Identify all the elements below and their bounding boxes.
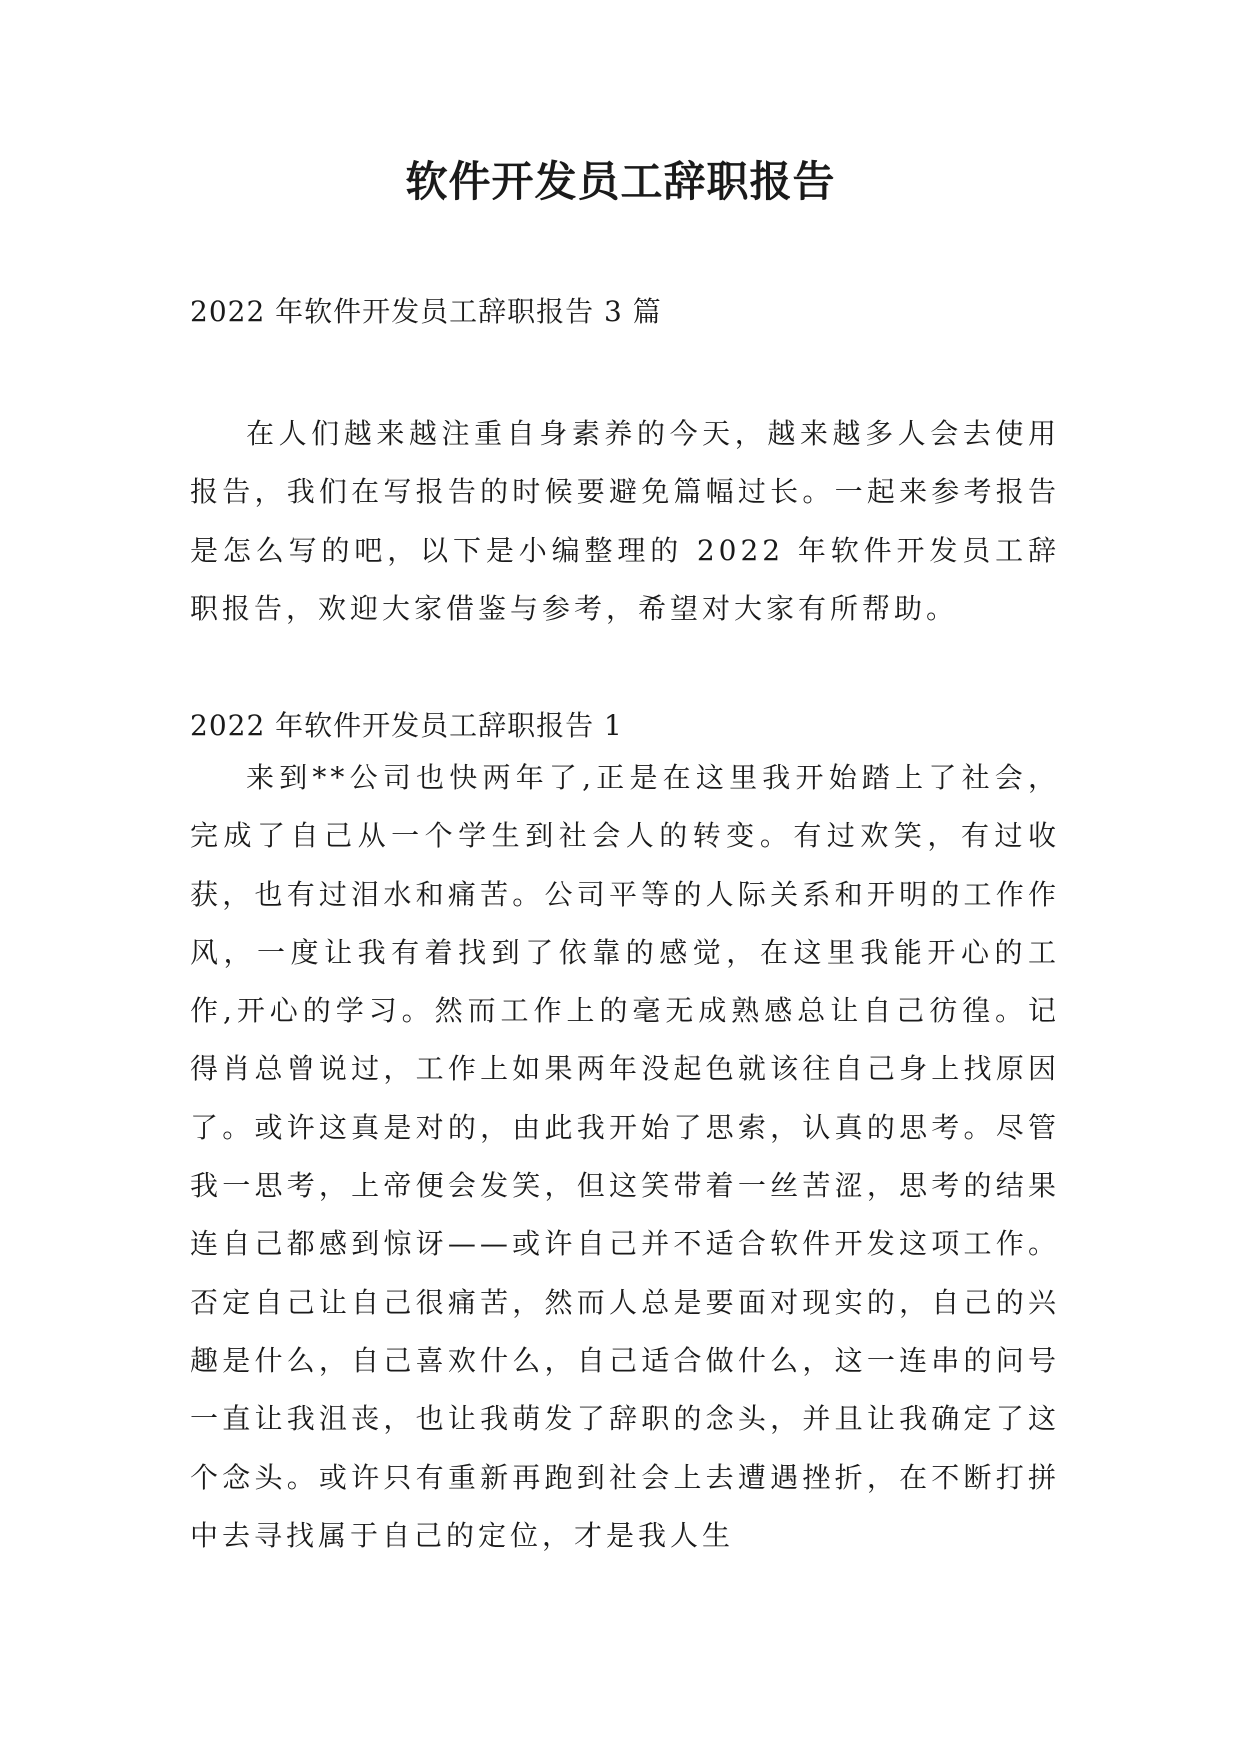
- section-heading: 2022 年软件开发员工辞职报告 1: [190, 709, 623, 742]
- section-body-paragraph: 来到**公司也快两年了,正是在这里我开始踏上了社会，完成了自己从一个学生到社会人的转变。有过欢笑，有过收获，也有过泪水和痛苦。公司平等的人际关系和开明的工作作风，一度让我有着找到了依靠的感觉，在这里我能开心的工作,开心的学习。然而工作上的毫无成熟感总让自己彷徨。记得肖总曾说过，工作上如果两年没起色就该往自己身上找原因了。或许这真是对的，由此我开始了思索，认真的思考。尽管我一思考，上帝便会发笑，但这笑带着一丝苦涩，思考的结果连自己都感到惊讶——或许自己并不适合软件开发这项工作。否定自己让自己很痛苦，然而人总是要面对现实的，自己的兴趣是什么，自己喜欢什么，自己适合做什么，这一连串的问号一直让我沮丧，也让我萌发了辞职的念头，并且让我确定了这个念头。或许只有重新再跑到社会上去遭遇挫折，在不断打拼中去寻找属于自己的定位，才是我人生: [190, 761, 1060, 1552]
- document-title: 软件开发员工辞职报告: [405, 157, 836, 206]
- document-subtitle: 2022 年软件开发员工辞职报告 3 篇: [190, 295, 662, 328]
- intro-paragraph: 在人们越来越注重自身素养的今天，越来越多人会去使用报告，我们在写报告的时候要避免篇幅过长。一起来参考报告是怎么写的吧，以下是小编整理的 2022 年软件开发员工辞职报告，欢迎大家借鉴与参考，希望对大家有所帮助。: [190, 417, 1060, 625]
